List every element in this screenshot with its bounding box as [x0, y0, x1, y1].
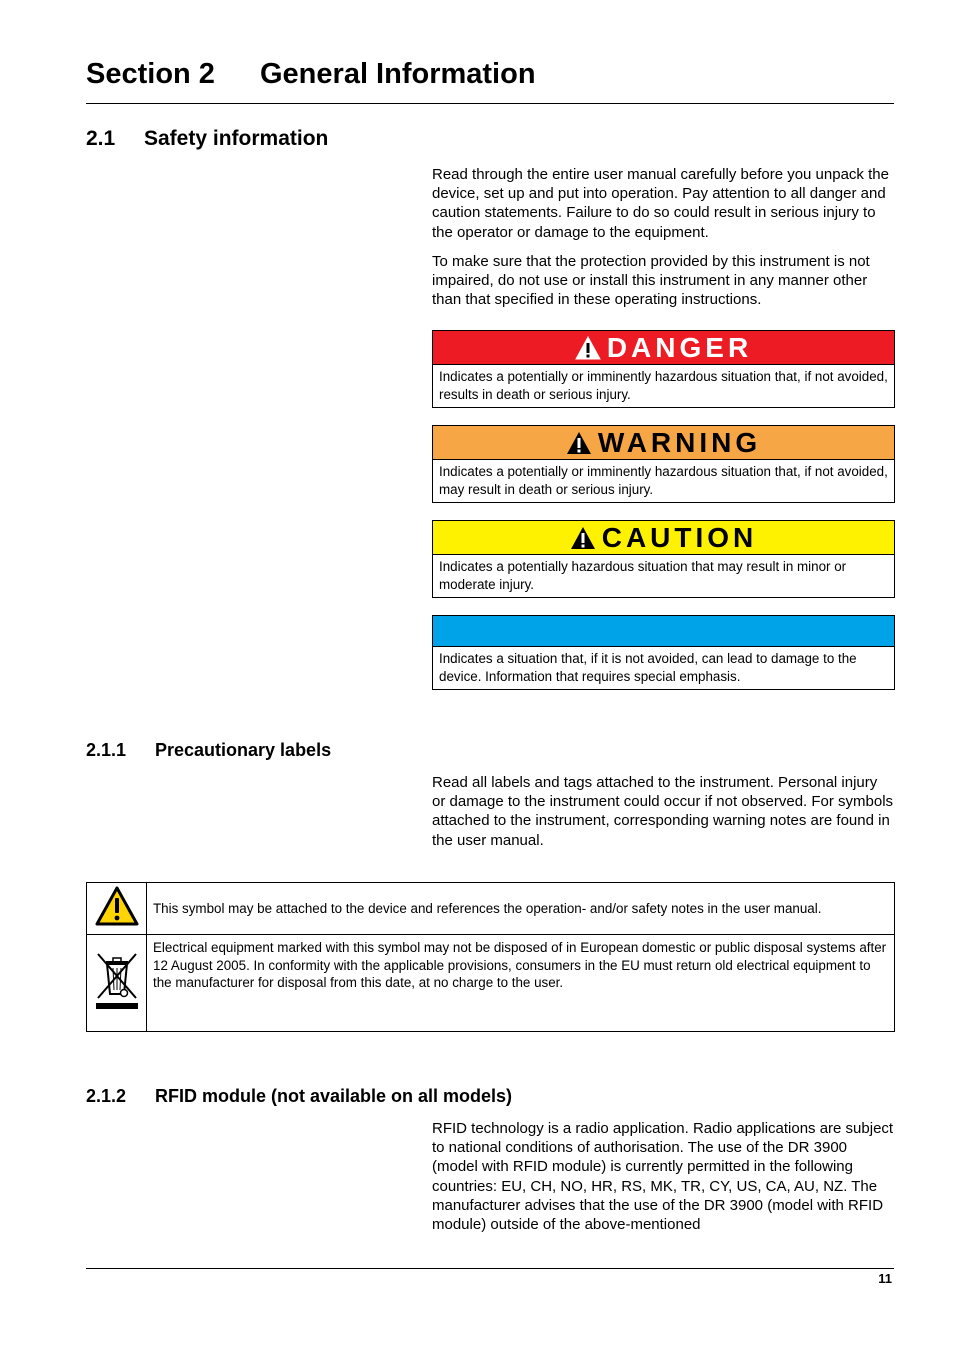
rfid-number: 2.1.2	[86, 1086, 127, 1106]
warning-box	[432, 425, 895, 503]
caution-header	[433, 521, 894, 555]
section-name: General Information	[260, 58, 536, 90]
symbol-cell	[87, 935, 147, 1032]
notice-text: Indicates a situation that, if it is not avoided, can lead to damage to the device. Information that requires special emphasis.	[439, 651, 857, 684]
section-title	[86, 58, 536, 91]
rfid-title: RFID module (not available on all models)	[155, 1086, 513, 1106]
rfid-para: RFID technology is a radio application. Radio applications are subject to national conditions of authorisation. The use of the DR 3900 (model with RFID module) is currently permitted in the following countries: EU, CH, NO, HR, RS, MK, TR, CY, US, CA, AU, NZ. The manufacturer advises that the use of the DR 3900 (model with RFID module) outside of the above-mentioned	[432, 1120, 894, 1234]
danger-header	[433, 331, 894, 365]
symbol-cell	[87, 883, 147, 935]
crossed-bin-icon	[94, 950, 140, 1012]
danger-label: DANGER	[606, 331, 753, 363]
warning-alert-icon	[566, 431, 592, 455]
page-number: 11	[878, 1271, 892, 1286]
caution-box	[432, 520, 895, 598]
notice-header	[433, 616, 894, 647]
safety-heading	[86, 127, 328, 151]
precautionary-para: Read all labels and tags attached to the instrument. Personal injury or damage to the instrument could occur if not observed. For symbols attached to the instrument, corresponding warning notes are found in the user manual.	[432, 774, 894, 849]
safety-title: Safety information	[144, 127, 329, 150]
warning-triangle-icon	[95, 886, 139, 926]
rfid-heading	[86, 1086, 512, 1107]
warning-header	[433, 426, 894, 460]
precautionary-title: Precautionary labels	[155, 740, 332, 760]
table-row	[87, 935, 895, 1032]
table-row	[87, 883, 895, 935]
section-rule	[86, 103, 894, 104]
symbol-description: Electrical equipment marked with this symbol may not be disposed of in European domestic or public disposal systems after 12 August 2005. In conformity with the applicable provisions, consumers in the EU must return old electrical equipment to the manufacturer for disposal from this date, at no charge to the user.	[147, 935, 895, 1032]
safety-para-1: Read through the entire user manual carefully before you unpack the device, set up and put into operation. Pay attention to all danger and caution statements. Failure to do so could result in serious injury to the operator or damage to the equipment.	[432, 166, 889, 241]
section-number: Section 2	[86, 58, 215, 90]
symbols-table	[86, 882, 895, 1032]
caution-alert-icon	[570, 526, 596, 550]
symbol-description: This symbol may be attached to the device and references the operation- and/or safety notes in the user manual.	[147, 883, 895, 935]
notice-box	[432, 615, 895, 690]
safety-para-2: To make sure that the protection provided by this instrument is not impaired, do not use or install this instrument in any manner other than that specified in these operating instructions.	[432, 253, 870, 309]
danger-box	[432, 330, 895, 408]
caution-text: Indicates a potentially hazardous situation that may result in minor or moderate injury.	[439, 559, 847, 592]
danger-alert-icon	[575, 336, 601, 360]
precautionary-number: 2.1.1	[86, 740, 127, 760]
danger-text: Indicates a potentially or imminently hazardous situation that, if not avoided, results in death or serious injury.	[439, 369, 888, 402]
warning-label: WARNING	[597, 426, 762, 458]
caution-label: CAUTION	[601, 521, 758, 553]
warning-text: Indicates a potentially or imminently hazardous situation that, if not avoided, may result in death or serious injury.	[439, 464, 888, 497]
safety-number: 2.1	[86, 127, 116, 150]
precautionary-heading	[86, 740, 331, 761]
footer-rule	[86, 1268, 894, 1269]
